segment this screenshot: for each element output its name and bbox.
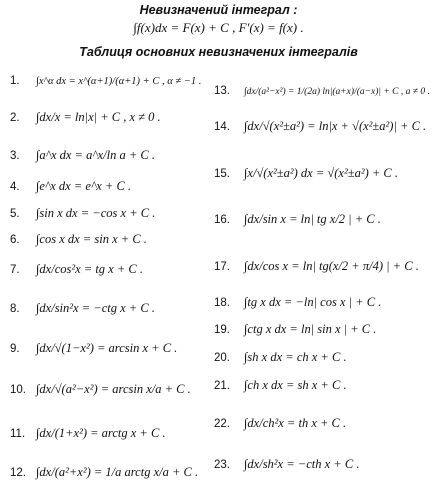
formula-14 [214,119,426,134]
formula-expression: ∫dx/sin²x = −ctg x + C . [36,301,155,315]
formula-1 [10,75,201,87]
formula-expression: ∫sin x dx = −cos x + C . [36,206,156,220]
formula-5 [10,206,155,221]
formula-18 [214,295,381,310]
formula-13 [214,85,430,97]
formula-8 [10,301,155,316]
formula-expression: ∫sh x dx = ch x + C . [244,350,347,364]
formula-number: 16. [214,214,230,226]
formula-23 [214,457,359,472]
formula-expression: ∫cos x dx = sin x + C . [36,232,147,246]
formula-2 [10,110,161,125]
formula-21 [214,378,347,393]
formula-expression: ∫dx/cos²x = tg x + C . [36,262,144,276]
formula-expression: ∫dx/√(1−x²) = arcsin x + C . [36,341,178,355]
formula-expression: ∫x/√(x²±a²) dx = √(x²±a²) + C . [244,166,399,180]
formula-number: 2. [10,112,20,124]
formula-22 [214,416,346,431]
formula-number: 6. [10,234,20,246]
formula-11 [10,426,166,441]
formula-expression: ∫dx/sin x = ln| tg x/2 | + C . [244,212,381,226]
formula-number: 11. [10,428,26,440]
formula-expression: ∫dx/√(x²±a²) = ln|x + √(x²±a²)| + C . [244,119,427,133]
formula-4 [10,179,131,194]
formula-15 [214,166,398,181]
formula-number: 14. [214,121,230,133]
formula-expression: ∫dx/(a²−x²) = 1/(2a) ln|(a+x)/(a−x)| + C , a ≠ 0 . [244,87,430,97]
formula-expression: ∫dx/x = ln|x| + C , x ≠ 0 . [36,110,161,124]
formula-number: 18. [214,297,230,309]
formula-6 [10,232,147,247]
formula-expression: ∫x^α dx = x^(α+1)/(α+1) + C , α ≠ −1 . [36,76,202,87]
formula-expression: ∫e^x dx = e^x + C . [36,179,132,193]
formula-number: 8. [10,303,20,315]
formula-10 [10,382,191,397]
formula-9 [10,341,177,356]
formula-number: 7. [10,264,20,276]
formula-expression: ∫dx/cos x = ln| tg(x/2 + π/4) | + C . [244,259,419,273]
formula-3 [10,148,155,163]
formula-expression: ∫ch x dx = sh x + C . [244,378,347,392]
formula-20 [214,350,347,365]
formula-number: 5. [10,208,20,220]
table-title: Таблиця основних невизначених інтегралів [79,45,358,59]
formula-7 [10,262,143,277]
formula-number: 9. [10,343,20,355]
formula-16 [214,212,381,227]
formula-12 [10,465,198,480]
formula-number: 23. [214,459,230,471]
formula-number: 4. [10,181,20,193]
formula-number: 1. [10,75,20,87]
formula-number: 15. [214,168,230,180]
formula-number: 10. [10,384,26,396]
formula-19 [214,322,376,337]
formula-number: 22. [214,418,230,430]
formula-expression: ∫dx/ch²x = th x + C . [244,416,347,430]
formula-expression: ∫dx/√(a²−x²) = arcsin x/a + C . [36,382,191,396]
formula-expression: ∫ctg x dx = ln| sin x | + C . [244,322,377,336]
formula-expression: ∫dx/sh²x = −cth x + C . [244,457,360,471]
definition-formula: ∫f(x)dx = F(x) + C , F′(x) = f(x) . [133,20,304,35]
formula-number: 17. [214,261,230,273]
formula-expression: ∫a^x dx = a^x/ln a + C . [36,148,156,162]
formula-number: 21. [214,380,230,392]
formula-number: 20. [214,352,230,364]
formula-number: 13. [214,85,230,97]
formula-expression: ∫tg x dx = −ln| cos x | + C . [244,295,382,309]
formula-number: 3. [10,150,20,162]
formula-number: 12. [10,467,26,479]
formula-expression: ∫dx/(a²+x²) = 1/a arctg x/a + C . [36,465,199,479]
formula-17 [214,259,419,274]
page-title: Невизначений інтеграл : [139,3,298,17]
formula-number: 19. [214,324,230,336]
formula-expression: ∫dx/(1+x²) = arctg x + C . [36,426,166,440]
